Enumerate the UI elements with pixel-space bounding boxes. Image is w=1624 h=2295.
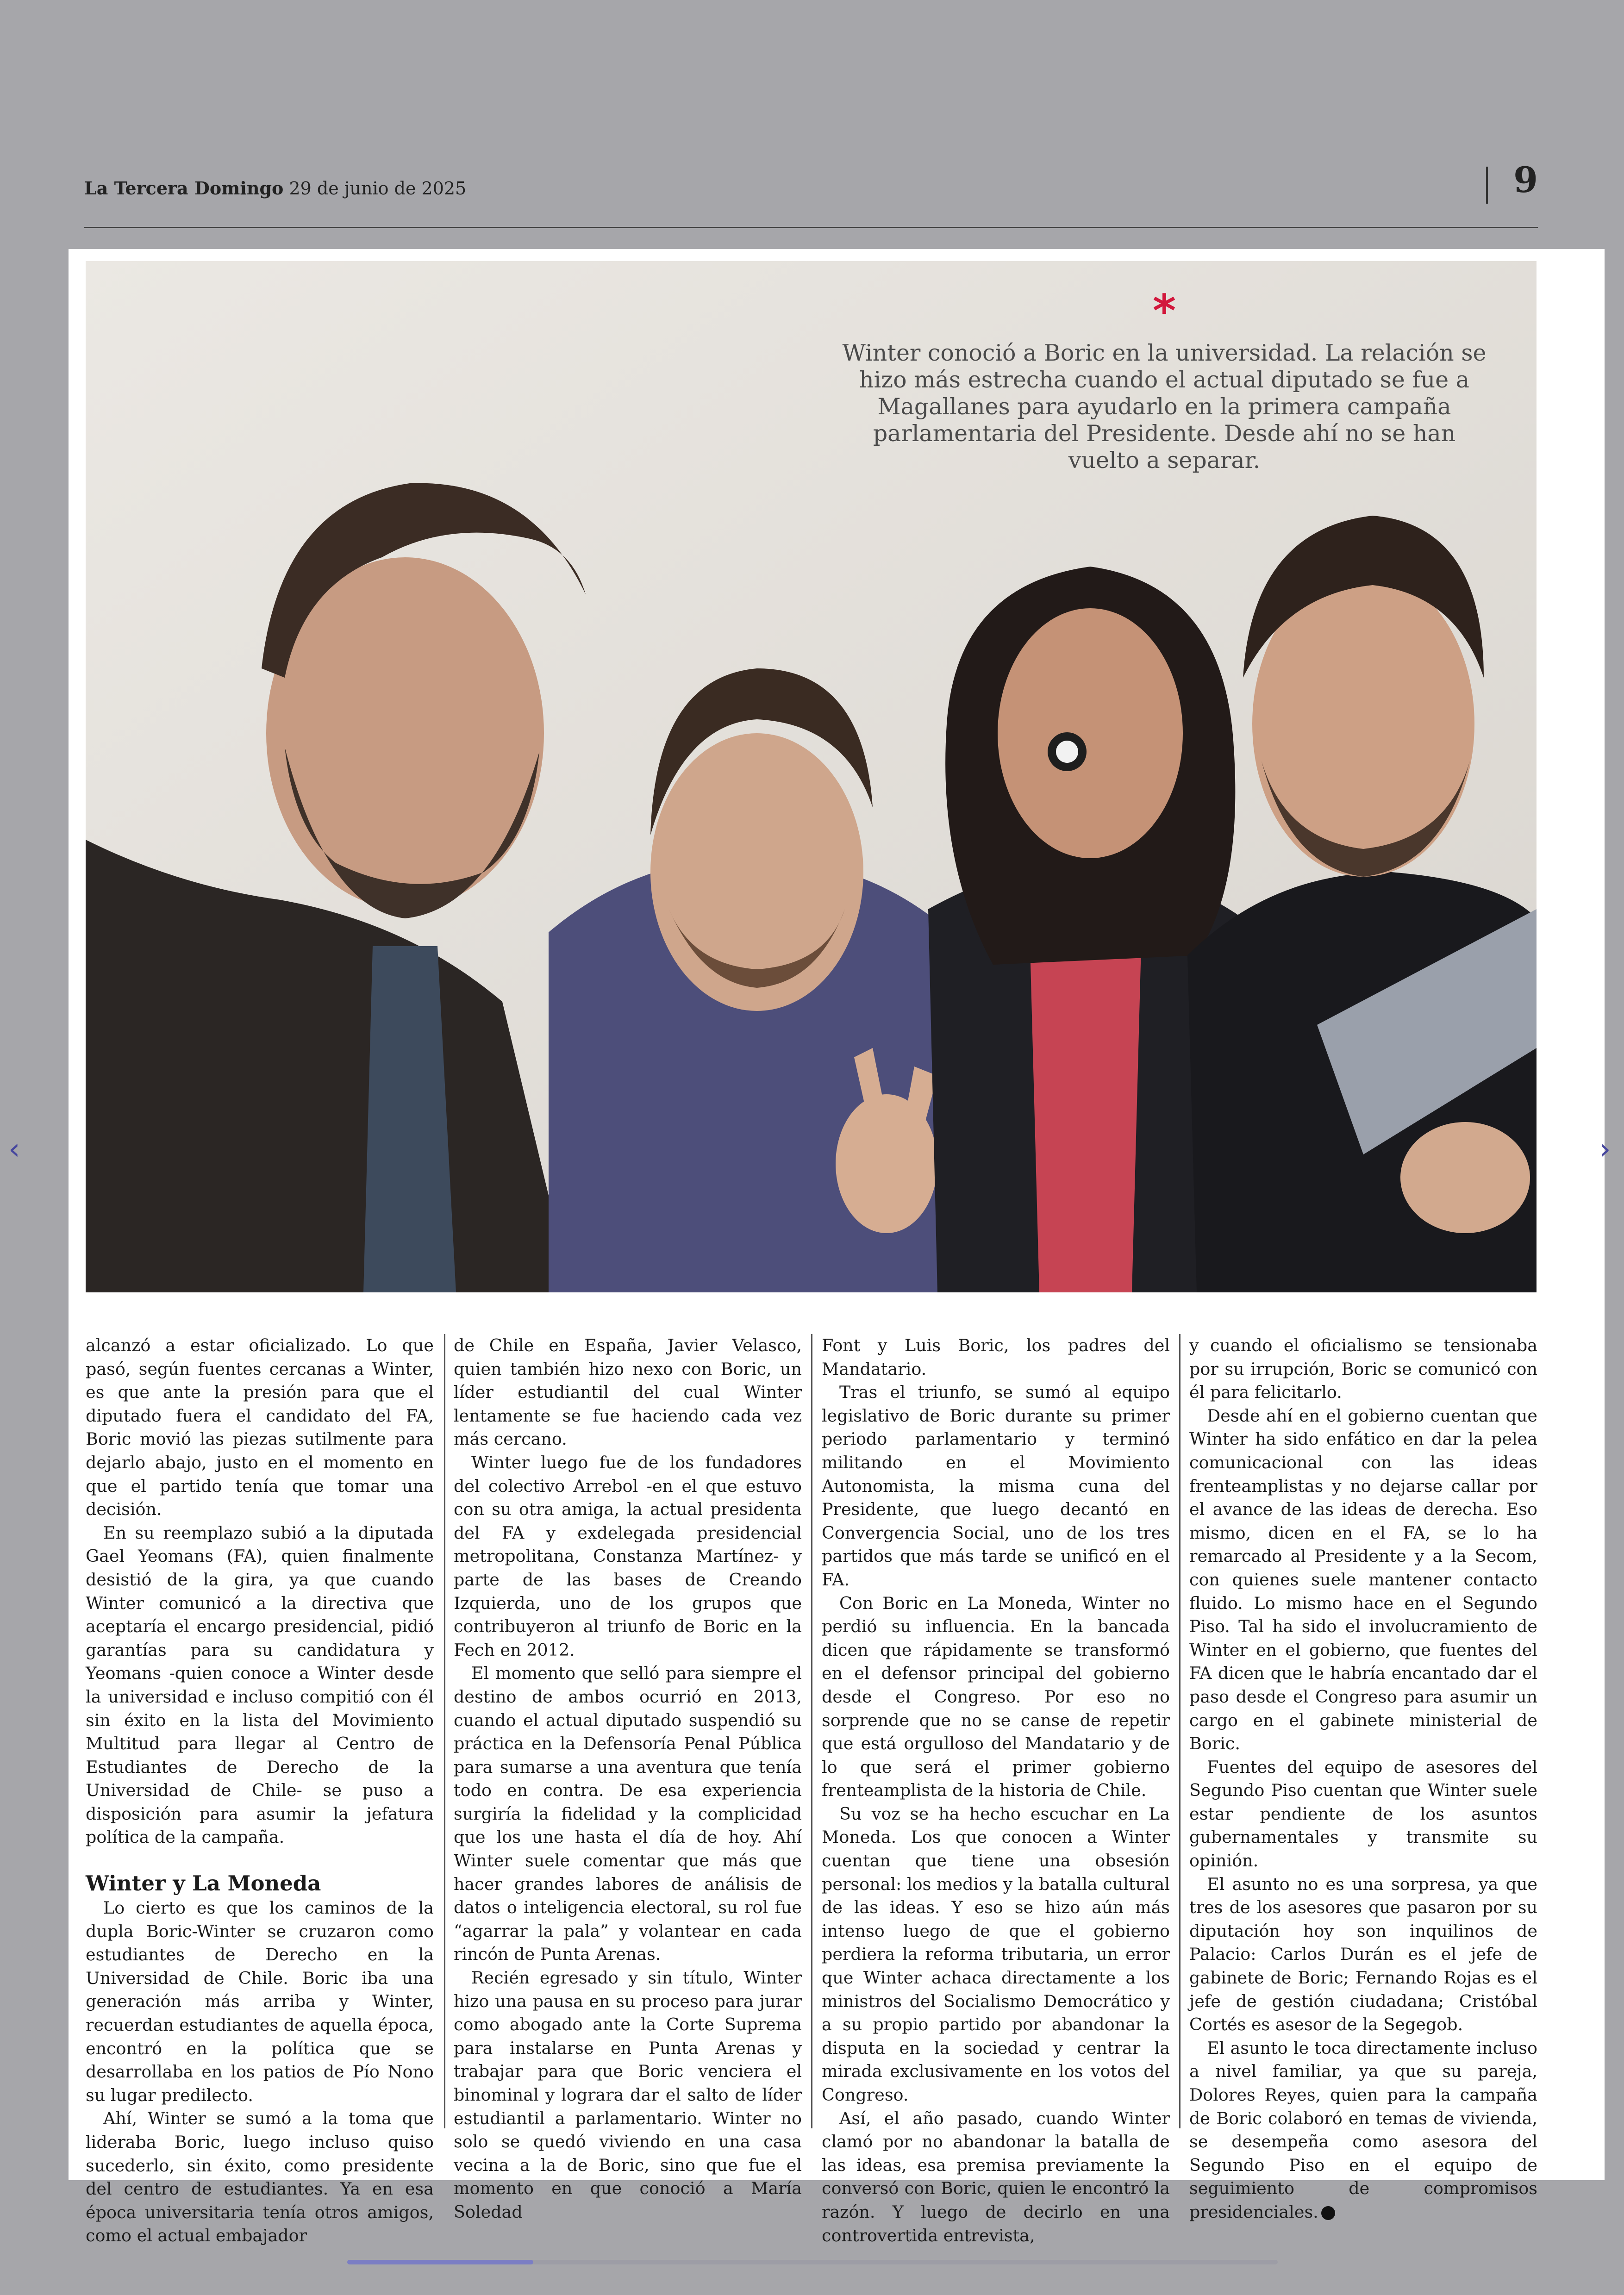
paragraph [1189,2037,1537,2224]
publication-name: La Tercera Domingo [84,178,284,199]
page-progress-thumb[interactable] [347,2260,533,2264]
article-photo [86,261,1537,1292]
masthead [84,178,466,199]
chevron-left-icon: ‹ [8,1132,20,1166]
previous-page-button[interactable] [8,1132,20,1166]
paragraph: Ahí, Winter se sumó a la toma que lideraba Boric, luego incluso quiso sucederlo, sin éxito, como presidente del centro de estudiantes. Ya en esa época universitaria tenía otros amigos, como el actual embajador [86,2108,434,2246]
article-column-1 [86,1334,434,2246]
paragraph: Font y Luis Boric, los padres del Mandatario. [822,1335,1170,1379]
photo-caption [836,285,1493,474]
column-rule [811,1334,812,2128]
chevron-right-icon: › [1599,1132,1611,1166]
section-subheading: Winter y La Moneda [86,1871,321,1896]
paragraph: alcanzó a estar oficializado. Lo que pasó, según fuentes cercanas a Winter, es que ante la presión para que el diputado fuera el candidato del FA, Boric movió las piezas sutilmente para dejarlo abajo, justo en el momento en que el partido tenía que tomar una decisión. [86,1335,434,1520]
caption-asterisk-icon: * [1152,285,1176,337]
page-number: 9 [1513,159,1538,200]
paragraph: Con Boric en La Moneda, Winter no perdió su influencia. En la bancada dicen que rápidamente se transformó en el defensor principal del gobierno desde el Congreso. Por eso no sorprende que no se canse de repetir que está orgulloso del Mandatario y de lo que será el primer gobierno frenteamplista de la historia de Chile. [822,1593,1170,1801]
article-column-2 [454,1334,802,2222]
column-rule [444,1334,445,2128]
page-number-divider [1486,167,1488,204]
paragraph: El asunto no es una sorpresa, ya que tres de los asesores que pasaron por su diputación hoy son inquilinos de Palacio: Carlos Durán es el jefe de gabinete de Boric; Fernando Rojas es el jefe de gestión ciudadana; Cristóbal Cortés es asesor de la Segegob. [1189,1874,1537,2035]
paragraph: Así, el año pasado, cuando Winter clamó por no abandonar la batalla de las ideas, esa premisa previamente la conversó con Boric, quien le encontró la razón. Y luego de decirlo en una controvertida entrevista, [822,2108,1170,2245]
article-column-3 [822,1334,1170,2245]
column-rule [1179,1334,1181,2128]
next-page-button[interactable] [1599,1132,1611,1166]
paragraph: Fuentes del equipo de asesores del Segundo Piso cuentan que Winter suele estar pendiente de los asuntos gubernamentales y transmite su opinión. [1189,1757,1537,1871]
article-column-4 [1189,1334,1537,2222]
paragraph: Tras el triunfo, se sumó al equipo legislativo de Boric durante su primer periodo parlamentario y terminó militando en el Movimiento Autonomista, la misma cuna del Presidente, que luego decantó en Convergencia Social, uno de los tres partidos que más tarde se unificó en el FA. [822,1382,1170,1590]
end-of-article-icon [1321,2206,1335,2220]
paragraph: Lo cierto es que los caminos de la dupla Boric-Winter se cruzaron como estudiantes de Derecho en la Universidad de Chile. Boric iba una generación más arriba y Winter, recuerdan estudiantes de aquella época, encontró en la política que se desarrollaba en los patios de Pío Nono su lugar predilecto. [86,1898,434,2105]
article-body [86,1334,1537,2246]
page-header [84,157,1538,228]
paragraph: Su voz se ha hecho escuchar en La Moneda. Los que conocen a Winter cuentan que tiene una obsesión personal: los medios y la batalla cultural de las ideas. Y eso se hizo aún más intenso luego de que el gobierno perdiera la reforma tributaria, un error que Winter achaca directamente a los ministros del Socialismo Democrático y a su propio partido por abandonar la disputa en la sociedad y centrar la mirada exclusivamente en los votos del Congreso. [822,1803,1170,2105]
paragraph-text: El asunto le toca directamente incluso a nivel familiar, ya que su pareja, Dolores Reyes, quien para la campaña de Boric colaboró en temas de vivienda, se desempeña como asesora del Segundo Piso en el equipo de seguimiento de compromisos presidenciales. [1189,2038,1537,2222]
newspaper-page [69,249,1605,2246]
paragraph: Recién egresado y sin título, Winter hizo una pausa en su proceso para jurar como abogado ante la Corte Suprema para instalarse en Punta Arenas y trabajar para que Boric venciera el binominal y lograra dar el salto de líder estudiantil a parlamentario. Winter no solo se quedó viviendo en una casa vecina a la de Boric, sino que fue el momento en que conoció a María Soledad [454,1968,802,2222]
publication-date: 29 de junio de 2025 [289,178,467,199]
paragraph: Winter luego fue de los fundadores del colectivo Arrebol -en el que estuvo con su otra amiga, la actual presidenta del FA y exdelegada presidencial metropolitana, Constanza Martínez- y parte de las bases de Creando Izquierda, uno de los grupos que contribuyeron al triunfo de Boric en la Fech en 2012. [454,1452,802,1660]
paragraph: El momento que selló para siempre el destino de ambos ocurrió en 2013, cuando el actual diputado suspendió su práctica en la Defensoría Penal Pública para sumarse a una aventura que tenía todo en contra. De esa experiencia surgiría la fidelidad y la complicidad que los une hasta el día de hoy. Ahí Winter suele comentar que más que hacer grandes labores de análisis de datos o inteligencia electoral, su rol fue “agarrar la pala” y volantear en cada rincón de Punta Arenas. [454,1663,802,1964]
paragraph: En su reemplazo subió a la diputada Gael Yeomans (FA), quien finalmente desistió de la gira, ya que cuando Winter comunicó a la directiva que aceptaría el encargo presidencial, pidió garantías para su candidatura y Yeomans -quien conoce a Winter desde la universidad e incluso compitió con él sin éxito en la lista del Movimiento Multitud para llegar al Centro de Estudiantes de Derecho de la Universidad de Chile- se puso a disposición para asumir la jefatura política de la campaña. [86,1522,434,1847]
paragraph: Desde ahí en el gobierno cuentan que Winter ha sido enfático en dar la pelea comunicacional con las ideas frenteamplistas y no dejarse callar por el avance de las ideas de derecha. Eso mismo, dicen en el FA, se lo ha remarcado al Presidente y a la Secom, con quienes suele mantener contacto fluido. Lo mismo hace en el Segundo Piso. Tal ha sido el involucramiento de Winter en el gobierno, que fuentes del FA dicen que le habría encantado dar el paso desde el Congreso para asumir un cargo en el gabinete ministerial de Boric. [1189,1405,1537,1754]
paragraph: de Chile en España, Javier Velasco, quien también hizo nexo con Boric, un líder estudiantil del cual Winter lentamente se fue haciendo cada vez más cercano. [454,1335,802,1449]
page-progress-scrollbar[interactable] [347,2260,1278,2264]
paragraph: y cuando el oficialismo se tensionaba por su irrupción, Boric se comunicó con él para felicitarlo. [1189,1335,1537,1403]
caption-text: Winter conoció a Boric en la universidad. La relación se hizo más estrecha cuando el actual diputado se fue a Magallanes para ayudarlo en la primera campaña parlamentaria del Presidente. Desde ahí no se han vuelto a separar. [842,340,1487,474]
